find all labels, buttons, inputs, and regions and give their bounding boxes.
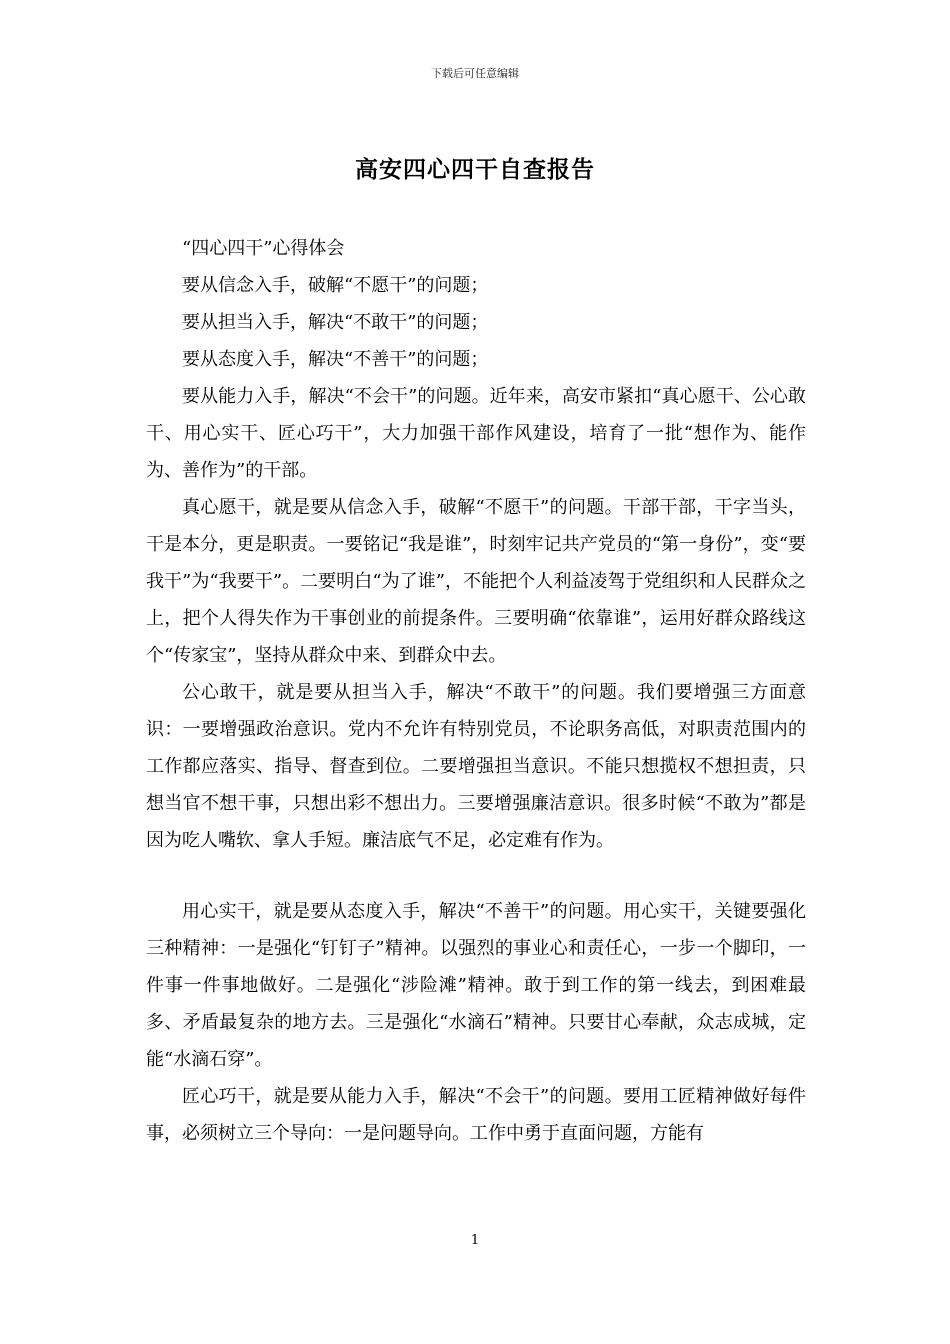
list-line: 要从信念入手，破解“不愿干”的问题； [182, 275, 489, 296]
paragraph-gap [146, 859, 806, 893]
list-line: 要从态度入手，解决“不善干”的问题； [182, 349, 489, 370]
list-line: 要从担当入手，解决“不敢干”的问题； [182, 312, 489, 333]
page-number: 1 [470, 1233, 480, 1248]
paragraph: 要从能力入手，解决“不会干”的问题。近年来，高安市紧扣“真心愿干、公心敢干、用心实干、匠心巧干”，大力加强干部作风建设，培育了一批“想作为、能作为、善作为”的干部。 [146, 386, 806, 481]
document-body [146, 230, 806, 1152]
document-title: 高安四心四干自查报告 [355, 156, 595, 183]
paragraph: 真心愿干，就是要从信念入手，破解“不愿干”的问题。干部干部，干字当头，干是本分，更是职责。一要铭记“我是谁”，时刻牢记共产党员的“第一身份”，变“要我干”为“我要干”。二要明白“为了谁”，不能把个人利益凌驾于党组织和人民群众之上，把个人得失作为干事创业的前提条件。三要明确“依靠谁”，运用好群众路线这个“传家宝”，坚持从群众中来、到群众中去。 [146, 497, 806, 666]
subtitle-line: “四心四干”心得体会 [182, 238, 345, 259]
paragraph: 用心实干，就是要从态度入手，解决“不善干”的问题。用心实干，关键要强化三种精神：一是强化“钉钉子”精神。以强烈的事业心和责任心，一步一个脚印，一件事一件事地做好。二是强化“涉险滩”精神。敢于到工作的第一线去，到困难最多、矛盾最复杂的地方去。三是强化“水滴石”精神。只要甘心奉献，众志成城，定能“水滴石穿”。 [146, 901, 806, 1070]
header-note: 下载后可任意编辑 [431, 67, 519, 80]
paragraph: 匠心巧干，就是要从能力入手，解决“不会干”的问题。要用工匠精神做好每件事，必须树立三个导向：一是问题导向。工作中勇于直面问题，方能有 [146, 1086, 806, 1144]
paragraph: 公心敢干，就是要从担当入手，解决“不敢干”的问题。我们要增强三方面意识：一要增强政治意识。党内不允许有特别党员，不论职务高低，对职责范围内的工作都应落实、指导、督查到位。二要增强担当意识。不能只想揽权不想担责，只想当官不想干事，只想出彩不想出力。三要增强廉洁意识。很多时候“不敢为”都是因为吃人嘴软、拿人手短。廉洁底气不足，必定难有作为。 [146, 682, 806, 851]
